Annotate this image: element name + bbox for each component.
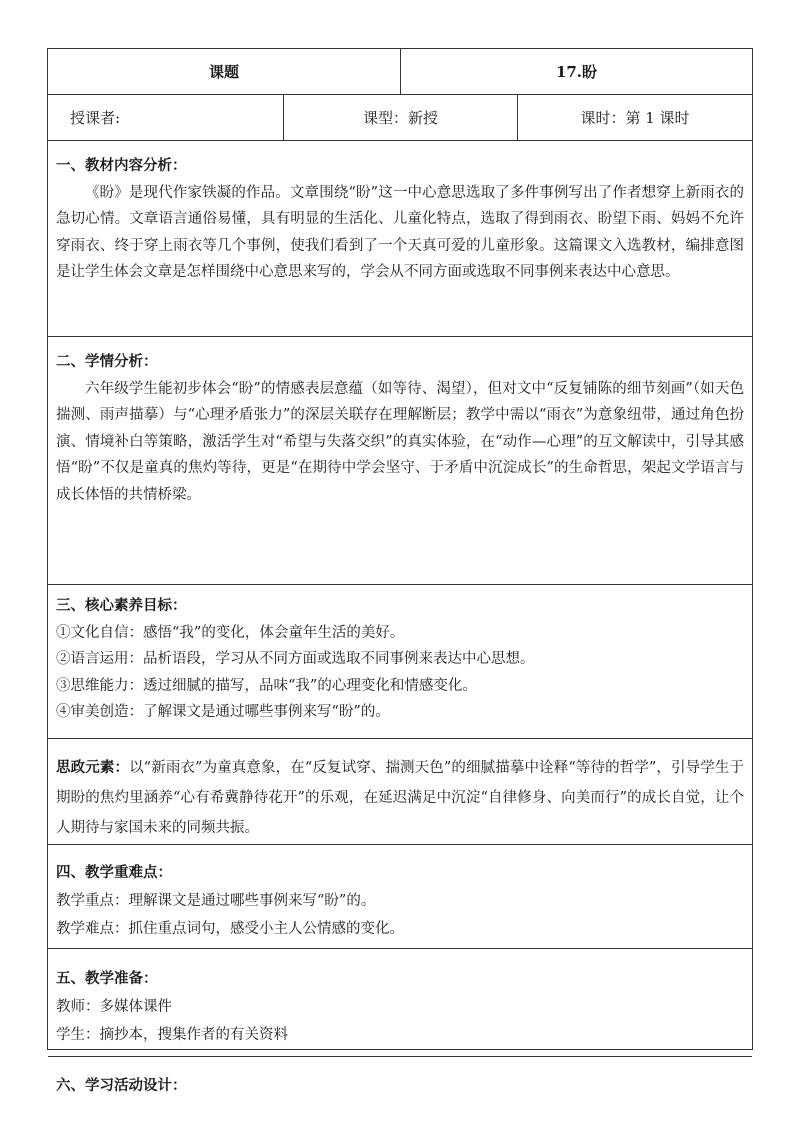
- ideological-label: 思政元素：: [56, 759, 130, 776]
- section-core-goals: [48, 585, 752, 739]
- key-point-item: 教学重点：理解课文是通过哪些事例来写“盼”的。: [56, 893, 376, 909]
- section-material-analysis: [48, 141, 752, 337]
- goal-item: ①文化自信：感悟“我”的变化，体会童年生活的美好。: [56, 624, 405, 641]
- section-learner-analysis: [48, 337, 752, 585]
- section-preparation: [48, 949, 752, 1057]
- section-title: 一、教材内容分析：: [56, 157, 187, 174]
- lesson-type-cell: 课型：新授: [284, 95, 518, 140]
- teacher-prep-item: 教师：多媒体课件: [56, 999, 172, 1015]
- info-row: [48, 95, 752, 141]
- section-title: 三、核心素养目标：: [56, 597, 187, 614]
- difficulty-item: 教学难点：抓住重点词句，感受小主人公情感的变化。: [56, 921, 404, 937]
- section-title: 六、学习活动设计：: [56, 1077, 187, 1094]
- section-title: 四、教学重难点：: [56, 864, 172, 881]
- section-title: 二、学情分析：: [56, 353, 158, 370]
- goal-item: ③思维能力：透过细腻的描写，品味“我”的心理变化和情感变化。: [56, 677, 477, 694]
- title-value: 17.盼: [555, 63, 598, 81]
- teacher-label: 授课者:: [70, 109, 121, 127]
- period-cell: 课时：第 1 课时: [580, 109, 690, 127]
- teacher-cell: [48, 95, 284, 140]
- section-text: 《盼》是现代作家铁凝的作品。文章围绕“盼”这一中心意思选取了多件事例写出了作者想穿上新雨衣的急切心情。文章语言通俗易懂，具有明显的生活化、儿童化特点，选取了得到雨衣、盼望下雨、妈妈不允许穿雨衣、终于穿上雨衣等几个事例，使我们看到了一个天真可爱的儿童形象。这篇课文入选教材，编排意图是让学生体会文章是怎样围绕中心意思来写的，学会从不同方面或选取不同事例来表达中心意思。: [56, 184, 744, 280]
- title-row: [48, 49, 752, 95]
- title-label: 课题: [48, 49, 401, 94]
- section-key-points: [48, 845, 752, 949]
- ideological-text: 以“新雨衣”为童真意象，在“反复试穿、揣测天色”的细腻描摹中诠释“等待的哲学”，引导学生于期盼的焦灼里涵养“心有希冀静待花开”的乐观，在延迟满足中沉淀“自律修身、向美而行”的成长自觉，让个人期待与家国未来的同频共振。: [56, 760, 744, 836]
- lesson-plan-table: [47, 48, 753, 1094]
- section-title: 五、教学准备：: [56, 970, 158, 987]
- student-prep-item: 学生：摘抄本，搜集作者的有关资料: [56, 1027, 288, 1043]
- section-text: 六年级学生能初步体会“盼”的情感表层意蕴（如等待、渴望），但对文中“反复铺陈的细节刻画”（如天色揣测、雨声描摹）与“心理矛盾张力”的深层关联存在理解断层；教学中需以“雨衣”为意象纽带，通过角色扮演、情境补白等策略，激活学生对“希望与失落交织”的真实体验，在“动作—心理”的互文解读中，引导其感悟“盼”不仅是童真的焦灼等待，更是“在期待中学会坚守、于矛盾中沉淀成长”的生命哲思，架起文学语言与成长体悟的共情桥梁。: [56, 380, 744, 503]
- goal-item: ④审美创造：了解课文是通过哪些事例来写“盼”的。: [56, 704, 390, 720]
- section-ideological-elements: [48, 739, 752, 845]
- goal-item: ②语言运用：品析语段，学习从不同方面或选取不同事例来表达中心思想。: [56, 651, 535, 667]
